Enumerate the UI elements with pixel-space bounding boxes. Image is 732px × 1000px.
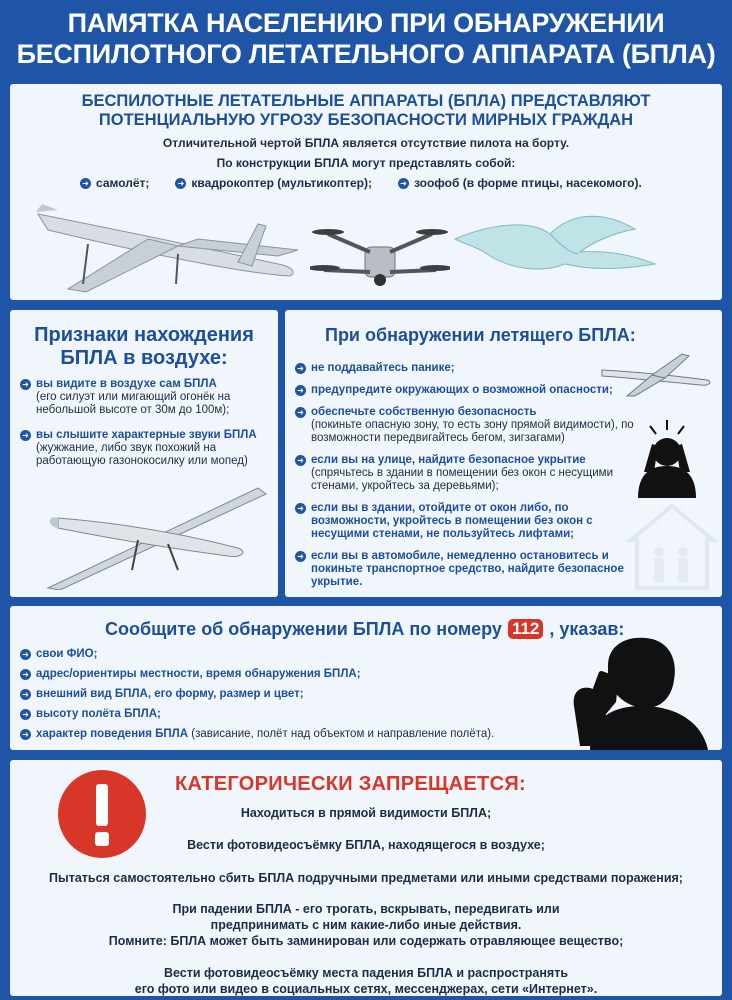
actions-heading: При обнаружении летящего БПЛА: xyxy=(325,325,636,345)
arrow-bullet-icon: ➜ xyxy=(20,649,31,660)
signs-heading-line-2: БПЛА в воздухе: xyxy=(60,347,228,369)
list-item xyxy=(20,688,540,701)
military-drone-illustration xyxy=(28,478,268,590)
poster-title xyxy=(0,8,732,70)
actions-panel xyxy=(285,310,722,597)
report-heading xyxy=(105,618,624,640)
report-main-text: адрес/ориентиры местности, время обнаружения БПЛА; xyxy=(36,668,361,680)
sign-main-text: вы слышите характерные звуки БПЛА xyxy=(36,429,257,441)
arrow-bullet-icon: ➜ xyxy=(295,455,306,466)
intro-heading-line-2: ПОТЕНЦИАЛЬНУЮ УГРОЗУ БЕЗОПАСНОСТИ МИРНЫХ ГРАЖДАН xyxy=(98,111,634,129)
list-item xyxy=(20,668,540,681)
arrow-bullet-icon: ➜ xyxy=(20,430,31,441)
actions-list xyxy=(295,362,635,597)
forbid-heading: КАТЕГОРИЧЕСКИ ЗАПРЕЩАЕТСЯ: xyxy=(175,773,526,795)
arrow-bullet-icon: ➜ xyxy=(20,709,31,720)
signs-heading-line-1: Признаки нахождения xyxy=(34,324,254,346)
arrow-bullet-icon: ➜ xyxy=(398,178,409,189)
list-item xyxy=(20,648,540,661)
signs-panel xyxy=(10,310,278,597)
arrow-bullet-icon: ➜ xyxy=(80,178,91,189)
action-main-text: если вы в автомобиле, немедленно остановитесь и покиньте транспортное средство, найдите безопасное укрытие. xyxy=(311,550,624,588)
sign-sub-text: (его силуэт или мигающий огонёк на небольшой высоте от 30м до 100м); xyxy=(36,391,231,416)
sign-main-text: вы видите в воздухе сам БПЛА xyxy=(36,378,217,390)
forbid-line: Вести фотовидеосъёмку места падения БПЛА и распространять xyxy=(163,966,569,980)
list-item xyxy=(295,406,635,445)
signs-heading xyxy=(10,324,278,370)
action-main-text: предупредите окружающих о возможной опасности; xyxy=(311,384,613,396)
action-main-text: если вы в здании, отойдите от окон либо, по возможности, укройтесь в помещении без окон с несущими стенами, не пользуйтесь лифтами; xyxy=(311,502,593,540)
report-main-text: характер поведения БПЛА xyxy=(36,728,189,740)
intro-heading xyxy=(10,92,722,130)
action-sub-text: (спрячьтесь в здании в помещении без окон с несущими стенами, укройтесь за деревьями); xyxy=(311,467,614,492)
forbid-line: его фото или видео в социальных сетях, мессенджерах, сети «Интернет». xyxy=(134,982,598,996)
type-zoophobe-label: зоофоб (в форме птицы, насекомого). xyxy=(413,176,642,190)
type-plane-label: самолёт; xyxy=(96,176,150,190)
report-main-text: свои ФИО; xyxy=(36,648,98,660)
forbid-line: Находиться в прямой видимости БПЛА; xyxy=(240,806,492,820)
flying-drone-illustration xyxy=(597,348,717,398)
list-item xyxy=(295,362,635,375)
shelter-house-icon xyxy=(627,500,717,590)
list-item xyxy=(295,502,635,541)
arrow-bullet-icon: ➜ xyxy=(20,379,31,390)
intro-panel xyxy=(10,84,722,300)
list-item xyxy=(20,708,540,721)
list-item xyxy=(20,378,272,417)
emergency-number-badge: 112 xyxy=(508,619,543,639)
quadcopter-illustration xyxy=(310,222,450,292)
report-list xyxy=(20,648,540,748)
report-heading-text: Сообщите об обнаружении БПЛА по номеру xyxy=(105,619,502,639)
list-item xyxy=(295,454,635,493)
action-sub-text: (покиньте опасную зону, то есть зону прямой видимости), по возможности передвигайтесь бегом, зигзагами) xyxy=(311,419,634,444)
report-main-text: высоту полёта БПЛА; xyxy=(36,708,161,720)
report-heading-suffix: , указав: xyxy=(549,619,625,639)
forbid-panel xyxy=(10,760,722,996)
arrow-bullet-icon: ➜ xyxy=(295,385,306,396)
title-line-2: БЕСПИЛОТНОГО ЛЕТАТЕЛЬНОГО АППАРАТА (БПЛА) xyxy=(16,39,716,69)
phone-caller-silhouette xyxy=(550,636,710,750)
arrow-bullet-icon: ➜ xyxy=(295,363,306,374)
panic-person-icon xyxy=(630,418,704,498)
type-zoophobe xyxy=(398,176,642,190)
arrow-bullet-icon: ➜ xyxy=(295,551,306,562)
list-item xyxy=(20,429,272,468)
report-panel xyxy=(10,606,722,750)
arrow-bullet-icon: ➜ xyxy=(20,729,31,740)
forbid-line: При падении БПЛА - его трогать, вскрывать, передвигать или xyxy=(172,902,560,916)
forbid-line: предпринимать с ним какие-либо иные действия. xyxy=(210,918,522,932)
intro-heading-line-1: БЕСПИЛОТНЫЕ ЛЕТАТЕЛЬНЫЕ АППАРАТЫ (БПЛА) ПРЕДСТАВЛЯЮТ xyxy=(81,92,651,110)
title-line-1: ПАМЯТКА НАСЕЛЕНИЮ ПРИ ОБНАРУЖЕНИИ xyxy=(67,8,665,38)
arrow-bullet-icon: ➜ xyxy=(175,178,186,189)
arrow-bullet-icon: ➜ xyxy=(295,503,306,514)
arrow-bullet-icon: ➜ xyxy=(295,407,306,418)
intro-text-2: По конструкции БПЛА могут представлять собой: xyxy=(216,156,516,170)
signs-list xyxy=(20,378,272,480)
report-main-text: внешний вид БПЛА, его форму, размер и цвет; xyxy=(36,688,304,700)
intro-text-1: Отличительной чертой БПЛА является отсутствие пилота на борту. xyxy=(162,136,570,150)
action-main-text: обеспечьте собственную безопасность xyxy=(311,406,537,418)
list-item xyxy=(295,384,635,397)
forbid-line: Вести фотовидеосъёмку БПЛА, находящегося в воздухе; xyxy=(187,838,545,852)
bird-drone-illustration xyxy=(450,204,690,284)
forbid-line: Помните: БПЛА может быть заминирован или содержать отравляющее вещество; xyxy=(108,934,624,948)
arrow-bullet-icon: ➜ xyxy=(20,689,31,700)
plane-drone-illustration xyxy=(28,184,318,296)
list-item xyxy=(20,728,540,741)
sign-sub-text: (жужжание, либо звук похожий на работающую газонокосилку или мопед) xyxy=(36,442,248,467)
report-sub-text: (зависание, полёт над объектом и направление полёта). xyxy=(191,728,495,740)
arrow-bullet-icon: ➜ xyxy=(20,669,31,680)
list-item xyxy=(295,550,635,589)
action-main-text: если вы на улице, найдите безопасное укрытие xyxy=(311,454,586,466)
forbid-line: Пытаться самостоятельно сбить БПЛА подручными предметами или иными средствами поражения; xyxy=(49,871,683,885)
type-quadcopter-label: квадрокоптер (мультикоптер); xyxy=(191,176,372,190)
action-main-text: не поддавайтесь панике; xyxy=(311,362,455,374)
